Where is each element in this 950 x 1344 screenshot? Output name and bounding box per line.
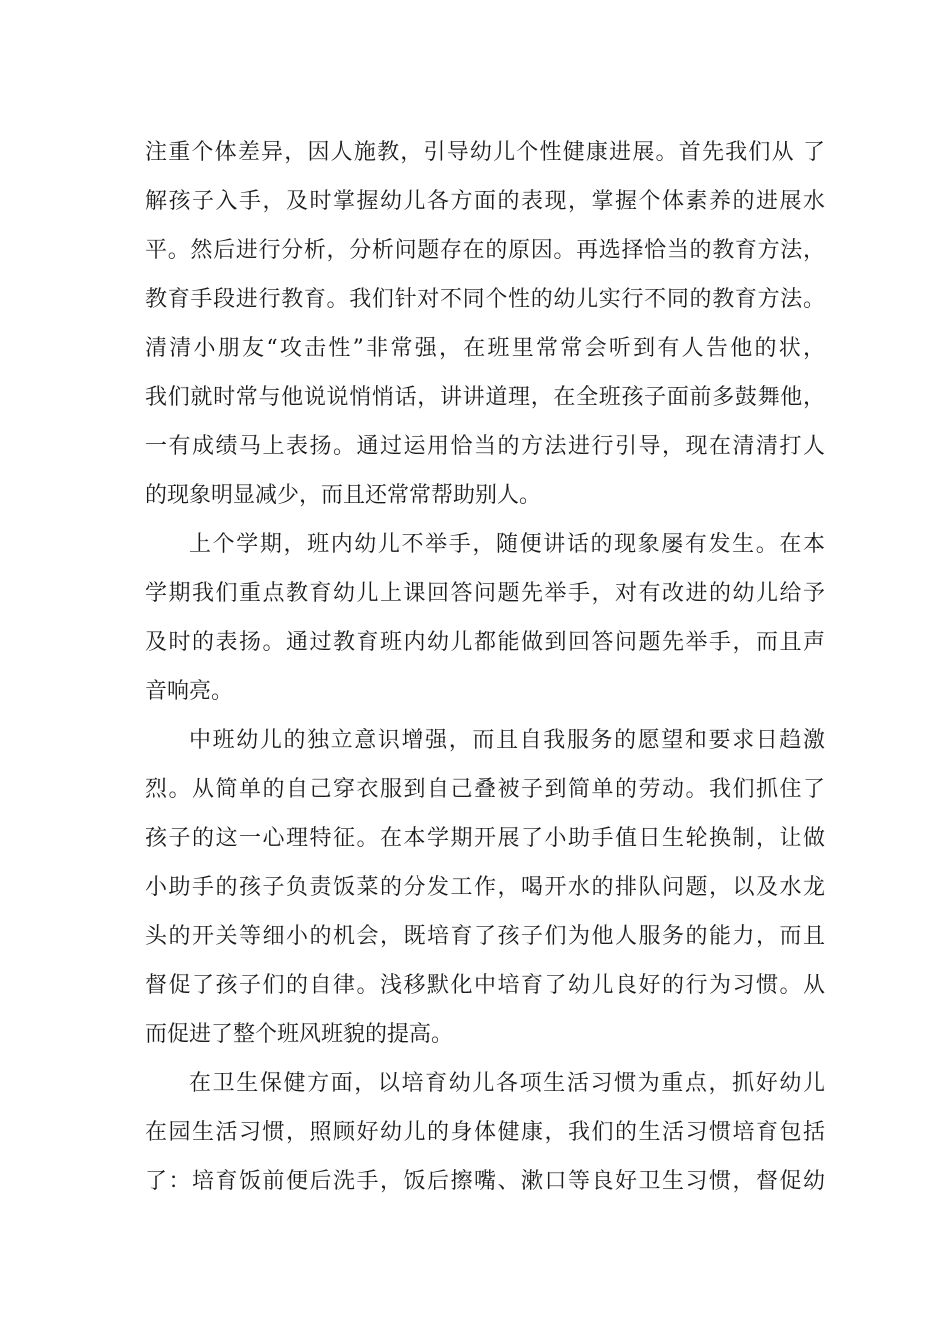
text-line: 的现象明显减少，而且还常常帮助别人。 — [145, 483, 542, 508]
text-line: 孩子的这一心理特征。在本学期开展了小助手值日生轮换制，让做 — [145, 826, 825, 851]
text-line: 上个学期，班内幼儿不举手，随便讲话的现象屡有发生。在本 — [189, 532, 825, 557]
text-line: 督促了孩子们的自律。浅移默化中培育了幼儿良好的行为习惯。从 — [145, 973, 825, 998]
text-line: 烈。从简单的自己穿衣服到自己叠被子到简单的劳动。我们抓住了 — [145, 777, 825, 802]
text-line: 解孩子入手，及时掌握幼儿各方面的表现，掌握个体素养的进展水 — [145, 189, 825, 214]
text-line: 了：培育饭前便后洗手，饭后擦嘴、漱口等良好卫生习惯，督促幼 — [145, 1169, 825, 1194]
text-line: 一有成绩马上表扬。通过运用恰当的方法进行引导，现在清清打人 — [145, 434, 825, 459]
text-line: 而促进了整个班风班貌的提高。 — [145, 1022, 454, 1047]
text-line: 在园生活习惯，照顾好幼儿的身体健康，我们的生活习惯培育包括 — [145, 1120, 825, 1145]
text-line: 教育手段进行教育。我们针对不同个性的幼儿实行不同的教育方法。 — [145, 287, 825, 312]
text-line: 音响亮。 — [145, 679, 234, 704]
text-line: 我们就时常与他说说悄悄话，讲讲道理，在全班孩子面前多鼓舞他， — [145, 385, 825, 410]
text-line: 在卫生保健方面，以培育幼儿各项生活习惯为重点，抓好幼儿 — [189, 1071, 825, 1096]
text-line: 清清小朋友“攻击性”非常强，在班里常常会听到有人告他的状， — [145, 336, 825, 361]
text-line: 平。然后进行分析，分析问题存在的原因。再选择恰当的教育方法， — [145, 238, 825, 263]
text-line: 注重个体差异，因人施教，引导幼儿个性健康进展。首先我们从 了 — [145, 140, 825, 165]
text-line: 中班幼儿的独立意识增强，而且自我服务的愿望和要求日趋激 — [189, 728, 825, 753]
text-line: 头的开关等细小的机会，既培育了孩子们为他人服务的能力，而且 — [145, 924, 825, 949]
text-line: 学期我们重点教育幼儿上课回答问题先举手，对有改进的幼儿给予 — [145, 581, 825, 606]
text-line: 及时的表扬。通过教育班内幼儿都能做到回答问题先举手，而且声 — [145, 630, 825, 655]
body-text — [145, 133, 825, 1211]
text-line: 小助手的孩子负责饭菜的分发工作，喝开水的排队问题，以及水龙 — [145, 875, 825, 900]
